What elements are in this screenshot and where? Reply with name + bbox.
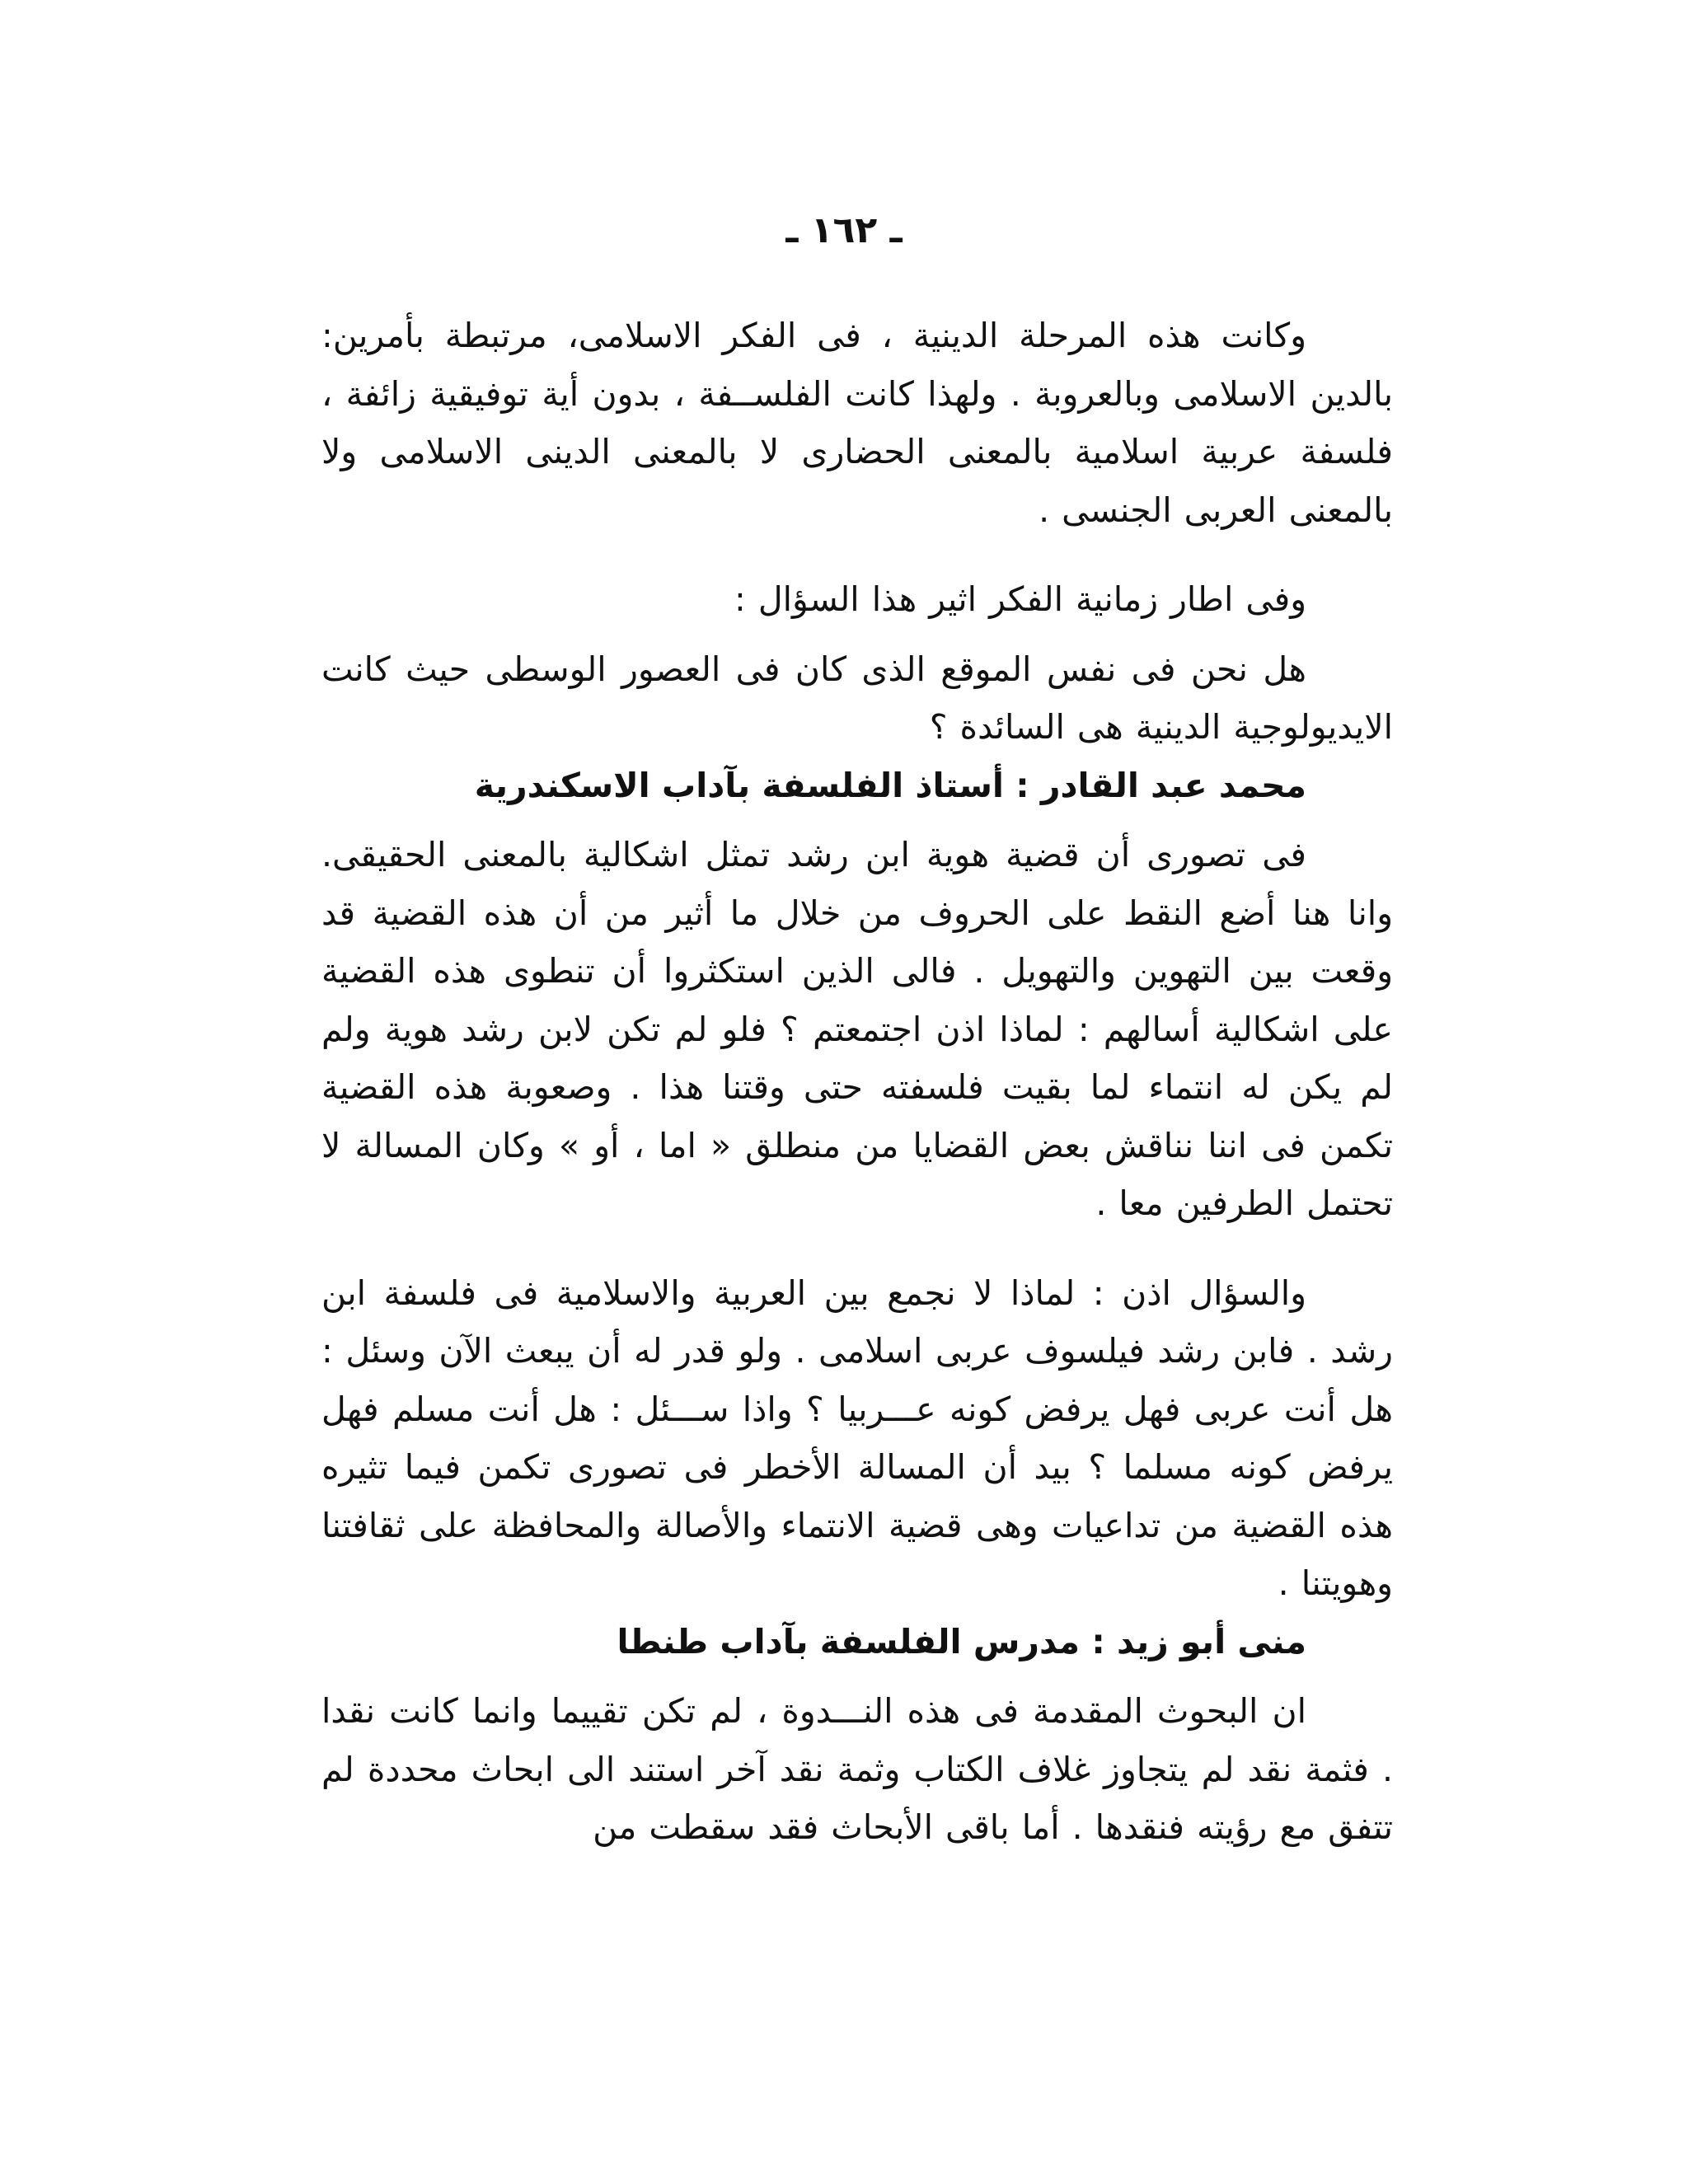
speaker-heading-2: منى أبو زيد : مدرس الفلسفة بآداب طنطا [617,1621,1306,1661]
speaker-heading-1: محمد عبد القادر : أستاذ الفلسفة بآداب الاسكندرية [474,765,1306,805]
page-number: ـ ١٦٢ ـ [785,209,903,251]
paragraph-1: وكانت هذه المرحلة الدينية ، فى الفكر الاسلامى، مرتبطة بأمرين: بالدين الاسلامى وبالعروبة . ولهذا كانت الفلســفة ، بدون أية توفيقية زائفة ، فلسفة عربية اسلامية بالمعنى الحضارى لا بالمعنى الدينى الاسلامى ولا بالمعنى العربى الجنسى . [321,316,1393,530]
paragraph-2: وفى اطار زمانية الفكر اثير هذا السؤال : [734,579,1306,619]
paragraph-5: والسؤال اذن : لماذا لا نجمع بين العربية والاسلامية فى فلسفة ابن رشد . فابن رشد فيلسوف عربى اسلامى . ولو قدر له أن يبعث الآن وسئل : هل أنت عربى فهل يرفض كونه عـــربيا ؟ واذا ســـئل : هل أنت مسلم فهل يرفض كونه مسلما ؟ بيد أن المسالة الأخطر فى تصورى تكمن فيما تثيره هذه القضية من تداعيات وهى قضية الانتماء والأصالة والمحافظة على ثقافتنا وهويتنا . [321,1272,1393,1603]
paragraph-6: ان البحوث المقدمة فى هذه النـــدوة ، لم تكن تقييما وانما كانت نقدا . فثمة نقد لم يتجاوز غلاف الكتاب وثمة نقد آخر استند الى ابحاث محددة لم تتفق مع رؤيته فنقدها . أما باقى الأبحاث فقد سقطت من [321,1691,1393,1847]
paragraph-3: هل نحن فى نفس الموقع الذى كان فى العصور الوسطى حيث كانت الايديولوجية الدينية هى السائدة ؟ [321,649,1393,747]
body-text [321,307,1393,1857]
paragraph-4: فى تصورى أن قضية هوية ابن رشد تمثل اشكالية بالمعنى الحقيقى. وانا هنا أضع النقط على الحروف من خلال ما أثير من أن هذه القضية قد وقعت بين التهوين والتهويل . فالى الذين استكثروا أن تنطوى هذه القضية على اشكالية أسالهم : لماذا اذن اجتمعتم ؟ فلو لم تكن لابن رشد هوية ولم لم يكن له انتماء لما بقيت فلسفته حتى وقتنا هذا . وصعوبة هذه القضية تكمن فى اننا نناقش بعض القضايا من منطلق « اما ، أو » وكان المسالة لا تحتمل الطرفين معا . [321,835,1393,1223]
